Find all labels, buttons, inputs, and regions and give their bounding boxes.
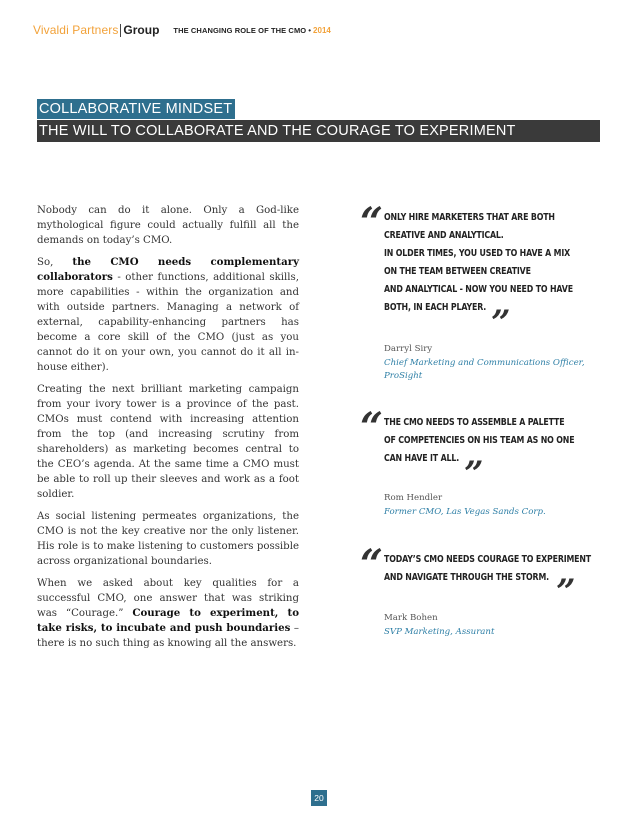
quote-line: BOTH, IN EACH PLAYER. xyxy=(384,302,487,313)
quote-author-role xyxy=(384,506,546,519)
section-banner: THE WILL TO COLLABORATE AND THE COURAGE TO EXPERIMENT xyxy=(37,120,600,142)
quote-text xyxy=(384,414,612,468)
close-quote-mark: ” xyxy=(464,454,484,494)
pull-quote-1 xyxy=(360,199,610,381)
quote-author-name: Darryl Siry xyxy=(384,344,433,354)
quote-text xyxy=(384,209,612,317)
open-quote-mark: “ xyxy=(360,541,384,588)
section-kicker: COLLABORATIVE MINDSET xyxy=(37,99,235,119)
body-text-column xyxy=(37,203,299,658)
brand-group: Group xyxy=(123,23,160,37)
document-year: 2014 xyxy=(313,25,331,35)
quote-author-name: Mark Bohen xyxy=(384,613,438,623)
close-quote-mark: ” xyxy=(491,303,511,343)
quote-line: ONLY HIRE MARKETERS THAT ARE BOTH xyxy=(384,212,555,223)
quote-line: CREATIVE AND ANALYTICAL. xyxy=(384,230,504,241)
paragraph-5-emphasis: Courage to experiment, to take risks, to incubate and push boundaries xyxy=(37,607,299,634)
quote-author-role xyxy=(384,626,494,639)
close-quote-mark: ” xyxy=(556,572,576,612)
quote-line: THE CMO NEEDS TO ASSEMBLE A PALETTE xyxy=(384,417,565,428)
quote-line: AND ANALYTICAL - NOW YOU NEED TO HAVE xyxy=(384,284,573,295)
paragraph-2-rest: - other functions, additional skills, more capabilities - within the organization and with outside partners. Managing a network of external, capability-enhancing partners has become a core skill of the CMO (just as you cannot do it on your own, you cannot do it all in-house either). xyxy=(37,272,299,373)
pull-quote-3 xyxy=(360,541,610,641)
paragraph-2-lead: So, xyxy=(37,257,73,268)
quote-author-role-line: Chief Marketing and Communications Officer, xyxy=(384,358,585,368)
quote-line: CAN HAVE IT ALL. xyxy=(384,453,460,464)
paragraph-2-emphasis: the CMO needs complementary collaborators xyxy=(37,256,299,283)
paragraph-5-rest: – there is no such thing as knowing all the answers. xyxy=(37,623,299,649)
quote-author-role-line: SVP Marketing, Assurant xyxy=(384,627,495,637)
header-separator: • xyxy=(308,25,312,35)
pull-quote-2 xyxy=(360,404,610,524)
paragraph-1: Nobody can do it alone. Only a God-like mythological figure could actually fulfill all the demands on today’s CMO. xyxy=(37,205,299,246)
page-header xyxy=(33,20,331,40)
quote-author-role xyxy=(384,357,585,383)
open-quote-mark: “ xyxy=(360,404,384,451)
document-title: THE CHANGING ROLE OF THE CMO xyxy=(173,25,307,35)
quote-line: ON THE TEAM BETWEEN CREATIVE xyxy=(384,266,531,277)
paragraph-4: As social listening permeates organizations, the CMO is not the key creative nor the only listener. His role is to make listening to customers possible across organizational boundaries. xyxy=(37,511,299,567)
quote-author-name: Rom Hendler xyxy=(384,493,443,503)
quote-author-role-line: ProSight xyxy=(384,371,423,381)
quote-line: IN OLDER TIMES, YOU USED TO HAVE A MIX xyxy=(384,248,571,259)
brand-name: Vivaldi Partners xyxy=(33,23,119,37)
paragraph-5-lead: When we asked about key qualities for a successful CMO, one answer that was striking was “Courage.” xyxy=(37,578,299,619)
open-quote-mark: “ xyxy=(360,199,384,246)
paragraph-2 xyxy=(37,255,299,375)
quote-line: TODAY’S CMO NEEDS COURAGE TO EXPERIMENT xyxy=(384,554,591,565)
brand-divider xyxy=(120,24,121,37)
quote-line: AND NAVIGATE THROUGH THE STORM. xyxy=(384,572,549,583)
quote-author-role-line: Former CMO, Las Vegas Sands Corp. xyxy=(384,507,546,517)
quote-line: OF COMPETENCIES ON HIS TEAM AS NO ONE xyxy=(384,435,575,446)
paragraph-5 xyxy=(37,576,299,651)
page-number: 20 xyxy=(311,790,327,806)
paragraph-3: Creating the next brilliant marketing campaign from your ivory tower is a province of the past. CMOs must contend with increasing attention from the top (and increasing scrutiny from shareholders) as marketing becomes central to the CEO’s agenda. At the same time a CMO must be able to roll up their sleeves and work as a foot soldier. xyxy=(37,384,299,500)
quote-text xyxy=(384,551,612,587)
